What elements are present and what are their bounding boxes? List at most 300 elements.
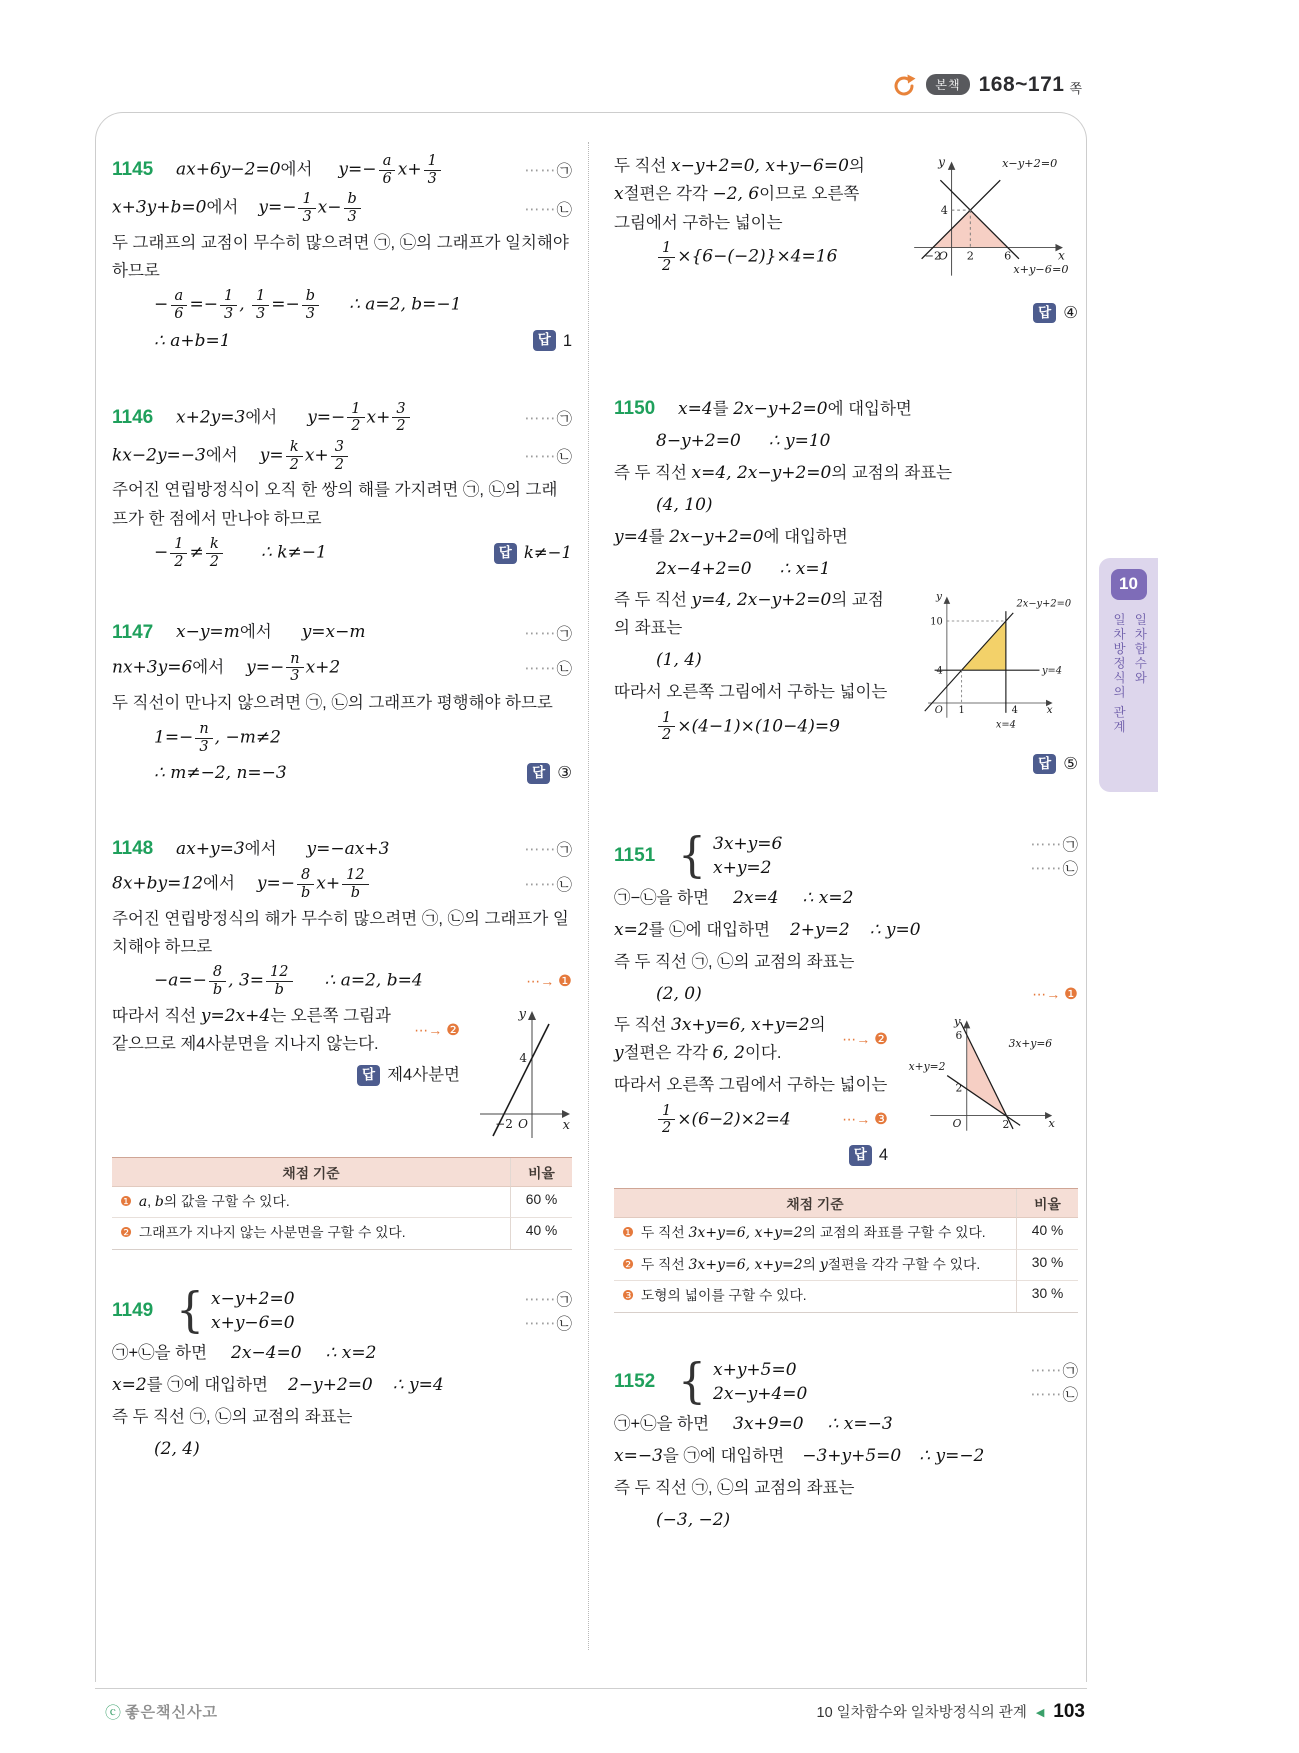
svg-text:10: 10 (930, 616, 943, 628)
text-run: ③ (557, 764, 572, 783)
chapter-title-line2: 일차방정식의 관계 (1111, 612, 1126, 735)
line-tail (516, 972, 572, 991)
line-content (154, 1439, 572, 1459)
reference-dots: ⋯⋯ (1030, 836, 1063, 853)
numerator: k (206, 536, 223, 554)
text-run: 두 직선 (614, 1016, 671, 1034)
line-content (656, 495, 1078, 515)
line-content (154, 331, 523, 351)
text-run: 의 (848, 157, 865, 175)
problem-number: 1149 (112, 1300, 154, 1322)
solution-line (614, 522, 1078, 552)
math-run: , (239, 294, 251, 315)
line-content (614, 1442, 1078, 1470)
solution-line (614, 1102, 888, 1138)
line-content (211, 1289, 514, 1309)
line-content (713, 834, 1020, 854)
math-run: x=2 (112, 1374, 147, 1395)
solution-line (112, 1002, 460, 1059)
step-marker: ⋯→ ❶ (526, 973, 572, 991)
solution-line (614, 709, 898, 745)
problem-number: 1150 (614, 398, 656, 419)
denominator: b (212, 982, 223, 999)
text-run: 즉 두 직선 ㉠, ㉡의 교점의 좌표는 (614, 1478, 855, 1497)
text-run: 주어진 연립방정식이 오직 한 쌍의 해를 가지려면 ㉠, ㉡의 그래프가 한 점에서 만나야 하므로 (112, 481, 558, 528)
text-run: 에서 (280, 160, 313, 179)
line-tail (514, 657, 572, 679)
math-run: x+ (397, 159, 422, 180)
svg-text:2x−y+2=0: 2x−y+2=0 (1016, 598, 1072, 610)
line-tail (1020, 857, 1078, 879)
line-content (656, 1102, 832, 1138)
text-run: 에서 (244, 840, 277, 859)
fraction (331, 439, 348, 473)
math-run: − (154, 294, 169, 315)
math-run: 3x+y=6, x+y=2 (688, 1225, 803, 1242)
math-run: x=4, 2x−y+2=0 (691, 462, 832, 483)
denominator: 6 (174, 306, 184, 323)
line-content (656, 650, 898, 670)
math-run: ∴ m≠−2, n=−3 (154, 763, 287, 784)
text-run: 의 교점의 좌표는 (831, 463, 953, 482)
solution-line (112, 400, 572, 436)
math-run: y=−ax+3 (306, 839, 390, 860)
system-brace: { (176, 1283, 204, 1339)
text-run: 는 오른쪽 그림과 같으므로 제4사분면을 지나지 않는다. (112, 1006, 391, 1054)
solution-line (614, 915, 1078, 945)
svg-text:y: y (518, 1006, 526, 1022)
solution-line (112, 905, 572, 962)
solution-line (112, 866, 572, 902)
reference-mark: ㉠ (556, 625, 572, 643)
answer-text (557, 759, 572, 787)
column-divider (588, 142, 589, 1650)
math-run: 8x+by=12 (112, 873, 204, 894)
line-content (614, 1410, 1078, 1438)
problem-number: 1146 (112, 406, 154, 428)
text-run: ㉠+㉡을 하면 (112, 1343, 208, 1362)
denominator: 2 (662, 727, 672, 744)
svg-text:−2: −2 (495, 1116, 513, 1131)
fraction (658, 1103, 675, 1137)
math-run: y (614, 1043, 624, 1064)
problem-1152 (614, 1354, 1078, 1535)
svg-text:−2: −2 (924, 249, 942, 263)
svg-text:O: O (518, 1116, 528, 1131)
fraction (347, 401, 364, 435)
system-rows (713, 1359, 1078, 1405)
svg-text:4: 4 (936, 665, 943, 677)
answer-chip: 답 (527, 763, 550, 784)
answer-chip: 답 (494, 543, 517, 564)
solution-line (112, 963, 572, 999)
fraction (170, 536, 187, 570)
reference-mark: ㉡ (556, 877, 572, 895)
text-run: 에서 (203, 874, 235, 893)
math-run: y=− (307, 407, 346, 428)
text-run: 두 직선 (614, 157, 671, 175)
math-run: x−y+2=0, x+y−6=0 (671, 156, 849, 176)
line-content (614, 916, 1078, 944)
svg-text:x: x (1048, 1116, 1055, 1131)
solution-line (614, 554, 1078, 584)
solution-line (614, 239, 874, 275)
fraction (424, 153, 441, 187)
numerator: 3 (331, 439, 348, 457)
math-run: ≠ (189, 542, 204, 563)
graph-figure (910, 588, 1078, 741)
solution-line (614, 1011, 888, 1068)
grading-table (614, 1188, 1078, 1313)
math-run: b (154, 1193, 164, 1210)
book-badge: 본책 (926, 74, 969, 95)
answer-text (563, 327, 572, 355)
reference-dots: ⋯⋯ (524, 1315, 557, 1333)
reference-dots: ⋯⋯ (524, 200, 557, 218)
text-run: 에 대입하면 (763, 527, 848, 546)
math-run: y=− (258, 197, 297, 218)
svg-text:2: 2 (955, 1081, 963, 1095)
answer (533, 327, 572, 355)
line-content (154, 963, 516, 999)
svg-text:y: y (938, 155, 946, 170)
footer-arrow-icon: ◀ (1035, 1707, 1045, 1719)
right-column (614, 150, 1078, 1537)
reference-dots: ⋯⋯ (1030, 860, 1063, 877)
solution-line (614, 394, 1078, 424)
text-run: 즉 두 직선 ㉠, ㉡의 교점의 좌표는 (614, 952, 855, 971)
denominator: b (350, 884, 361, 901)
numerator: 12 (266, 964, 292, 982)
line-content (614, 523, 1078, 551)
denominator: 3 (199, 738, 209, 755)
math-run: nx+3y=6 (112, 656, 193, 677)
solution-line (112, 1402, 572, 1432)
text-run: 1 (562, 331, 572, 350)
reference-dots: ⋯⋯ (524, 162, 557, 180)
problem-p1149b (614, 152, 1078, 328)
text-run: , (147, 1193, 155, 1209)
page-range: 168~171 (978, 72, 1065, 96)
footer-divider (95, 1688, 1087, 1689)
text-run: 두 직선 (640, 1225, 689, 1241)
answer-text (1063, 750, 1078, 778)
math-run: ∴ y=10 (768, 431, 831, 451)
line-tail (514, 445, 572, 467)
line-content (656, 559, 1078, 579)
reference-mark: ㉡ (556, 660, 572, 678)
line-tail (1022, 985, 1078, 1004)
solution-line (614, 426, 1078, 456)
denominator: 2 (396, 418, 406, 435)
math-run: x+2y=3 (176, 407, 246, 428)
math-run: ×(6−2)×2=4 (677, 1109, 791, 1130)
answer-chip: 답 (533, 330, 556, 351)
math-run: −a=− (154, 970, 207, 991)
line-content (112, 866, 514, 902)
math-run: ×(4−1)×(10−4)=9 (677, 716, 840, 737)
line-content (656, 709, 898, 745)
line-content (112, 905, 572, 962)
line-tail (514, 622, 572, 644)
svg-text:O: O (938, 249, 948, 263)
step-number: ❷ (874, 1030, 888, 1048)
math-run: − (154, 542, 169, 563)
line-content (176, 152, 514, 188)
numerator: 1 (658, 1103, 675, 1121)
solution-line (614, 645, 898, 675)
text-run: 에서 (192, 657, 225, 676)
svg-text:x: x (1046, 702, 1053, 716)
text-run: 의 값을 구할 수 있다. (163, 1193, 290, 1209)
denominator: 2 (662, 1120, 672, 1137)
math-run: x+y−6=0 (211, 1313, 295, 1334)
solution-line (112, 618, 572, 648)
math-run: y=− (256, 873, 295, 894)
svg-text:6: 6 (1004, 249, 1012, 263)
footer-chapter-info (817, 1701, 1085, 1723)
criterion-number: ❶ (120, 1193, 136, 1209)
math-run: ∴ x=1 (779, 559, 831, 579)
reference-dots: ⋯⋯ (1030, 1362, 1063, 1380)
line-tail (832, 1110, 888, 1129)
denominator: 6 (382, 170, 392, 187)
math-run: 3x+y=6, x+y=2 (688, 1256, 803, 1273)
text-run: 따라서 오른쪽 그림에서 구하는 넓이는 (614, 682, 888, 701)
system-row (713, 1383, 1078, 1405)
reference-mark: ㉠ (1062, 1363, 1078, 1381)
math-run: x+ (304, 445, 329, 466)
line-content (614, 1474, 1078, 1502)
math-run: −3+y+5=0 (802, 1445, 902, 1466)
problem-1145 (112, 152, 572, 356)
math-run: 3x+y=6 (713, 834, 783, 854)
reference-dots: ⋯⋯ (524, 409, 557, 427)
text-run: 두 직선이 만나지 않으려면 ㉠, ㉡의 그래프가 평행해야 하므로 (112, 693, 553, 712)
svg-text:4: 4 (1011, 704, 1018, 716)
footer (105, 1700, 1085, 1723)
numerator: a (379, 153, 396, 171)
system-rows (713, 833, 1078, 879)
text-run: 에서 (239, 623, 272, 642)
line-content (112, 438, 514, 474)
solution-line (614, 1473, 1078, 1503)
solution-line (112, 152, 572, 188)
left-column (112, 150, 572, 1466)
text-run: 제4사분면 (387, 1066, 460, 1085)
text-run: ㉠−㉡을 하면 (614, 888, 710, 907)
solution-line (112, 1434, 572, 1464)
line-tail (514, 198, 572, 220)
footer-chapter-title: 10 일차함수와 일차방정식의 관계 (816, 1705, 1027, 1721)
numerator: 1 (658, 710, 675, 728)
line-content (112, 229, 572, 286)
answer-text (387, 1061, 460, 1089)
reference-mark: ㉠ (556, 163, 572, 181)
line-tail (514, 159, 572, 181)
math-run: (2, 4) (154, 1439, 200, 1460)
line-content (656, 239, 874, 275)
text-run: 이므로 오른쪽 그림에서 구하는 넓이는 (614, 185, 860, 232)
reference-mark: ㉠ (556, 1292, 572, 1310)
text-run: 4 (878, 1145, 888, 1164)
answer (357, 1061, 460, 1089)
step-number: ❷ (446, 1021, 460, 1039)
line-tail (404, 1021, 460, 1040)
line-content (112, 476, 572, 533)
answer (1033, 750, 1078, 778)
step-number: ❶ (558, 973, 572, 991)
table-header-cell: 채점 기준 (614, 1189, 1016, 1218)
line-content (176, 400, 514, 436)
problem-number: 1147 (112, 621, 154, 643)
criterion-cell (614, 1281, 1016, 1312)
step-number: ❶ (1064, 985, 1078, 1003)
fraction (209, 964, 226, 998)
math-run: x=2 (614, 919, 649, 940)
fraction (286, 439, 303, 473)
fraction (344, 191, 361, 225)
fraction (286, 651, 303, 685)
text-run: 의 교점의 좌표를 구할 수 있다. (802, 1225, 986, 1241)
math-run: ∴ y=−2 (919, 1445, 985, 1466)
numerator: k (286, 439, 303, 457)
math-run: a (138, 1193, 148, 1210)
system-row (211, 1288, 572, 1310)
text-run: 즉 두 직선 ㉠, ㉡의 교점의 좌표는 (112, 1407, 353, 1426)
numerator: 1 (252, 288, 269, 306)
percent-cell: 40 % (510, 1218, 572, 1249)
numerator: n (195, 721, 212, 739)
line-content (154, 763, 517, 783)
line-tail (484, 543, 572, 564)
denominator: b (274, 982, 284, 999)
svg-text:O: O (934, 704, 943, 716)
denominator: 3 (305, 306, 316, 323)
solution-line (614, 1070, 888, 1100)
text-run: 절편은 각각 (623, 1044, 713, 1063)
answer-chip: 답 (849, 1145, 872, 1166)
math-run: 2−y+2=0 (287, 1374, 373, 1395)
system-brace: { (678, 828, 706, 884)
svg-text:x: x (1057, 248, 1065, 263)
math-run: ×{6−(−2)}×4=16 (677, 246, 838, 267)
line-content (112, 190, 514, 226)
text-run: 에서 (205, 446, 238, 465)
percent-cell: 30 % (1016, 1250, 1078, 1282)
fraction (170, 288, 187, 322)
line-content (154, 287, 572, 323)
reference-mark: ㉡ (556, 201, 572, 219)
line-tail (1020, 1383, 1078, 1405)
system-rows (211, 1288, 572, 1334)
math-run: y=4, 2x−y+2=0 (691, 590, 832, 610)
criterion-cell (112, 1218, 510, 1249)
text-run: 을 ㉠에 대입하면 (662, 1446, 785, 1465)
math-run: kx−2y=−3 (112, 445, 206, 466)
text-run: ㉠+㉡을 하면 (614, 1414, 710, 1433)
line-content (112, 1339, 572, 1367)
line-content (656, 1510, 1078, 1530)
step-marker: ⋯→ ❷ (842, 1030, 888, 1048)
reference-dots: ⋯⋯ (524, 624, 557, 642)
math-run: −2, 6 (712, 184, 760, 205)
math-run: 2x−y+2=0 (669, 526, 764, 547)
math-run: ax+6y−2=0 (176, 159, 281, 180)
text-run: 따라서 직선 (112, 1006, 201, 1025)
svg-text:x−y+2=0: x−y+2=0 (1002, 157, 1058, 171)
chapter-title-vertical (1107, 613, 1150, 792)
math-run: 2x−4=0 (231, 1342, 302, 1363)
line-content (112, 689, 572, 717)
denominator: 2 (209, 553, 219, 570)
line-content (614, 948, 1078, 976)
math-run: 3x+y=6, x+y=2 (671, 1015, 810, 1035)
line-content (112, 1371, 572, 1399)
denominator: 2 (174, 553, 184, 570)
svg-text:3x+y=6: 3x+y=6 (1008, 1037, 1053, 1051)
footer-publisher (105, 1700, 218, 1723)
fraction (297, 867, 314, 901)
line-content (713, 858, 1020, 878)
text-run: 에서 (206, 198, 239, 217)
solution-line (112, 1338, 572, 1368)
text-run: 두 그래프의 교점이 무수히 많으려면 ㉠, ㉡의 그래프가 일치해야 하므로 (112, 233, 569, 281)
line-content (614, 152, 874, 237)
line-tail (523, 327, 572, 355)
numerator: a (171, 288, 188, 306)
math-run: ∴ a=2, b=4 (324, 970, 423, 991)
solution-line (112, 688, 572, 718)
line-tail (347, 1061, 460, 1089)
solution-line (614, 1505, 1078, 1535)
line-tail (514, 838, 572, 860)
solution-line (614, 947, 1078, 977)
solution-line (614, 749, 1078, 779)
svg-text:6: 6 (955, 1029, 963, 1043)
chapter-tab (1099, 558, 1158, 792)
math-run: x+y=2 (713, 858, 772, 878)
solution-line (614, 152, 874, 237)
math-run: ∴ a=2, b=−1 (349, 294, 462, 315)
fraction (392, 401, 409, 435)
math-run: ∴ y=4 (392, 1374, 444, 1395)
svg-text:2: 2 (1002, 1118, 1010, 1132)
reference-dots: ⋯⋯ (524, 448, 557, 466)
math-run: 1=− (154, 727, 194, 748)
page-header (891, 72, 1082, 97)
line-content (112, 1002, 404, 1059)
line-content (614, 459, 1078, 487)
graph-figure (900, 1013, 1078, 1152)
denominator: 2 (289, 456, 299, 473)
text-run: ⑤ (1063, 754, 1078, 773)
fraction (379, 153, 396, 187)
problem-1146 (112, 400, 572, 572)
text-run: 에서 (245, 408, 278, 427)
math-run: 2x−y+2=0 (733, 398, 828, 419)
denominator: b (301, 884, 311, 901)
answer (527, 759, 572, 787)
math-run: 3x+9=0 (733, 1413, 804, 1434)
line-content (176, 618, 514, 646)
answer-text (1063, 299, 1078, 327)
line-tail (839, 1141, 888, 1169)
line-tail (514, 1288, 572, 1310)
answer-text (879, 1141, 888, 1169)
table-header-cell: 채점 기준 (112, 1158, 510, 1187)
back-to-book-icon (891, 73, 917, 97)
